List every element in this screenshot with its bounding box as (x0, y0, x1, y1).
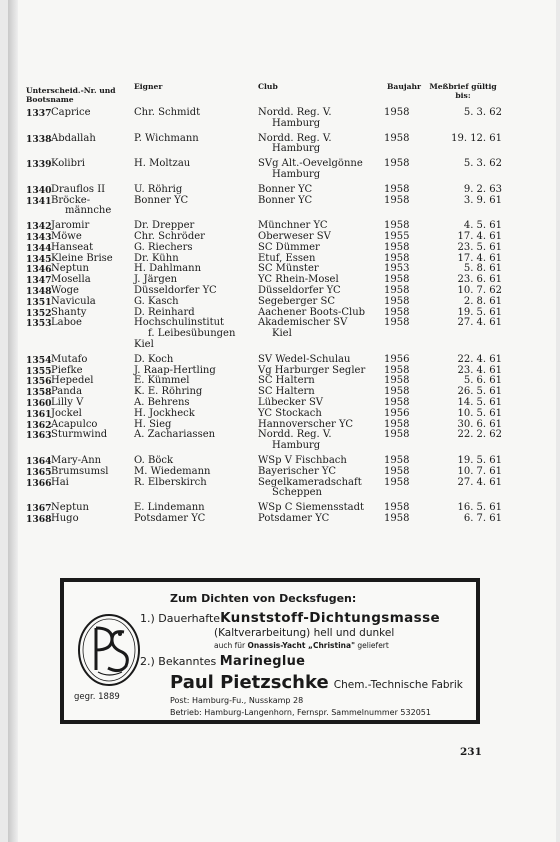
boat-name: Hanseat (51, 241, 94, 253)
owner-cell (134, 108, 258, 119)
boat-name: Woge (51, 285, 79, 296)
club-cell (258, 185, 390, 196)
founded-year: gegr. 1889 (74, 692, 120, 702)
owner-cell (134, 318, 258, 350)
certificate-valid-until: 5. 3. 62 (463, 158, 502, 170)
owner-name: P. Wichmann (134, 132, 199, 144)
sail-number: 1363 (26, 430, 52, 442)
table-row (8, 478, 556, 500)
club-name-line2: Hamburg (272, 117, 321, 129)
certificate-valid-until: 23. 6. 61 (457, 274, 502, 286)
club-name: WSp V Fischbach (258, 455, 347, 466)
owner-name: Bonner YC (134, 194, 189, 206)
sail-number: 1341 (26, 195, 52, 207)
certificate-valid-until: 19. 5. 61 (457, 455, 502, 466)
sail-number: 1344 (26, 242, 52, 254)
certificate-valid-until: 23. 4. 61 (457, 364, 502, 376)
table-row (8, 196, 556, 218)
boat-name: Kleine Brise (51, 252, 113, 264)
table-header (8, 81, 556, 105)
club-name: Vg Harburger Segler (258, 364, 366, 376)
club-name: Oberweser SV (258, 231, 331, 242)
owner-name-line2: f. Leibesübungen (148, 328, 236, 340)
owner-cell (134, 196, 258, 207)
club-cell (258, 134, 390, 156)
owner-name: A. Behrens (134, 397, 190, 408)
build-year: 1958 (384, 220, 410, 232)
table-row (8, 243, 556, 254)
build-year: 1958 (384, 158, 410, 170)
boat-name: Neptun (51, 502, 89, 514)
owner-name: E. Kümmel (134, 375, 190, 387)
club-cell (258, 409, 390, 420)
ad-item-1-prefix: Dauerhafte (158, 612, 221, 625)
club-cell (258, 430, 390, 452)
sail-number: 1362 (26, 419, 52, 431)
header-club: Club (258, 82, 278, 91)
sail-number: 1358 (26, 387, 52, 399)
certificate-valid-until: 27. 4. 61 (457, 476, 502, 488)
boat-name-cell (51, 467, 136, 478)
club-name: SC Münster (258, 263, 319, 275)
build-year: 1958 (384, 252, 410, 264)
certificate-valid-until: 5. 8. 61 (463, 263, 502, 275)
club-name: Bayerischer YC (258, 465, 336, 477)
sail-number: 1340 (26, 184, 52, 196)
owner-name: Chr. Schmidt (134, 107, 201, 118)
owner-name: D. Reinhard (134, 306, 195, 318)
boat-name-cell (51, 514, 136, 525)
owner-name: H. Sieg (134, 418, 172, 430)
club-name-line2: Scheppen (272, 487, 322, 499)
boat-name: Mary-Ann (51, 455, 102, 466)
boat-name: Caprice (51, 107, 91, 118)
owner-name: Dr. Kühn (134, 252, 179, 264)
certificate-valid-until: 10. 5. 61 (457, 407, 502, 419)
club-name: SC Haltern (258, 375, 315, 387)
boat-name: Piefke (51, 364, 83, 376)
club-name: Akademischer SV (258, 317, 348, 329)
table-row (8, 409, 556, 420)
club-name: SVg Alt.-Oevelgönne (258, 158, 363, 170)
sail-number: 1364 (26, 456, 52, 467)
table-row (8, 159, 556, 181)
boat-name: Hepedel (51, 375, 94, 387)
boat-name: Jockel (51, 407, 82, 419)
club-cell (258, 297, 390, 308)
certificate-valid-until: 9. 2. 63 (463, 183, 502, 195)
sail-number: 1345 (26, 253, 52, 265)
club-name: SC Dümmer (258, 241, 320, 253)
club-name: Lübecker SV (258, 397, 324, 408)
boat-name: Hugo (51, 513, 79, 524)
sail-number: 1356 (26, 376, 52, 388)
certificate-valid-until: 17. 4. 61 (457, 231, 502, 242)
certificate-valid-until: 3. 9. 61 (463, 194, 502, 206)
boat-name-cell (51, 430, 136, 441)
sail-number: 1339 (26, 159, 52, 171)
owner-name: H. Dahlmann (134, 263, 202, 275)
certificate-valid-until: 26. 5. 61 (457, 386, 502, 398)
build-year: 1958 (384, 364, 410, 376)
sail-number: 1347 (26, 275, 52, 287)
ad-note-yacht: Onassis-Yacht „Christina" (247, 641, 355, 650)
table-row (8, 355, 556, 366)
owner-cell (134, 467, 258, 478)
build-year: 1958 (384, 418, 410, 430)
certificate-valid-until: 14. 5. 61 (457, 397, 502, 408)
boat-name-cell (51, 355, 136, 366)
club-name: Münchner YC (258, 220, 328, 232)
owner-name: R. Elberskirch (134, 476, 207, 488)
certificate-valid-until: 5. 6. 61 (463, 375, 502, 387)
owner-name: D. Koch (134, 353, 174, 365)
certificate-valid-until: 27. 4. 61 (457, 317, 502, 329)
certificate-valid-until: 10. 7. 62 (457, 285, 502, 296)
boat-name-cell (51, 134, 136, 145)
ad-note-prefix: auch für (214, 641, 246, 650)
club-cell (258, 108, 390, 130)
owner-name: G. Riechers (134, 241, 193, 253)
club-name: Düsseldorfer YC (258, 285, 341, 296)
boat-name: Navicula (51, 295, 96, 307)
boat-name: Lilly V (51, 397, 84, 408)
build-year: 1958 (384, 375, 410, 387)
club-name: YC Stockach (258, 407, 322, 419)
boat-name-cell (51, 108, 136, 119)
ad-item-1-note (214, 641, 389, 650)
sail-number: 1343 (26, 232, 52, 243)
build-year: 1958 (384, 465, 410, 477)
table-row (8, 297, 556, 308)
club-name: Etuf, Essen (258, 252, 316, 264)
club-cell (258, 196, 390, 207)
table-row (8, 134, 556, 156)
club-name: Potsdamer YC (258, 513, 330, 524)
boat-name-cell (51, 318, 136, 329)
club-name: Nordd. Reg. V. (258, 107, 332, 118)
boat-name-cell (51, 409, 136, 420)
table-row (8, 185, 556, 196)
owner-cell (134, 355, 258, 366)
build-year: 1958 (384, 295, 410, 307)
boat-name: Sturmwind (51, 429, 108, 441)
owner-cell (134, 478, 258, 489)
build-year: 1958 (384, 285, 410, 296)
certificate-valid-until: 19. 12. 61 (451, 132, 502, 144)
build-year: 1958 (384, 455, 410, 466)
sail-number: 1346 (26, 264, 52, 276)
club-name: Bonner YC (258, 183, 313, 195)
ad-title: Zum Dichten von Decksfugen: (170, 592, 357, 605)
boat-name: Panda (51, 386, 83, 398)
sail-number: 1351 (26, 296, 52, 308)
owner-name: Hochschulinstitut (134, 317, 225, 329)
owner-name: U. Röhrig (134, 183, 183, 195)
boat-name-cell (51, 243, 136, 254)
sail-number: 1366 (26, 477, 52, 489)
club-name-line2: Hamburg (272, 143, 321, 155)
header-year: Baujahr (387, 82, 422, 91)
owner-name: M. Wiedemann (134, 465, 211, 477)
certificate-valid-until: 6. 7. 61 (463, 513, 502, 524)
certificate-valid-until: 10. 7. 61 (457, 465, 502, 477)
owner-name: Chr. Schröder (134, 231, 205, 242)
ad-item-1 (140, 610, 440, 626)
build-year: 1958 (384, 476, 410, 488)
build-year: 1958 (384, 241, 410, 253)
page-number: 231 (460, 746, 482, 758)
club-name-line2: Kiel (272, 328, 292, 340)
club-name-line2: Hamburg (272, 440, 321, 452)
club-name: YC Rhein-Mosel (258, 274, 339, 286)
club-name: Nordd. Reg. V. (258, 132, 332, 144)
build-year: 1958 (384, 502, 410, 514)
table-row (8, 108, 556, 130)
certificate-valid-until: 5. 3. 62 (463, 107, 502, 118)
sail-number: 1337 (26, 108, 52, 119)
table-row (8, 467, 556, 478)
boat-name: Neptun (51, 263, 89, 275)
build-year: 1958 (384, 107, 410, 118)
owner-cell (134, 159, 258, 170)
club-name-line2: Hamburg (272, 168, 321, 180)
ad-item-1-product: Kunststoff-Dichtungsmasse (220, 610, 441, 626)
certificate-valid-until: 19. 5. 61 (457, 306, 502, 318)
boat-name-cell (51, 478, 136, 489)
header-certificate: Meßbrief gültig bis: (429, 82, 497, 100)
owner-cell (134, 514, 258, 525)
boat-name: Kolibri (51, 158, 85, 170)
ad-company (170, 672, 463, 693)
boat-name: Abdallah (51, 132, 96, 144)
club-name: Nordd. Reg. V. (258, 429, 332, 441)
build-year: 1956 (384, 407, 410, 419)
owner-name: E. Lindemann (134, 502, 205, 514)
club-name: Hannoverscher YC (258, 418, 354, 430)
club-cell (258, 243, 390, 254)
company-post-address: Post: Hamburg-Fu., Nusskamp 28 (170, 696, 304, 705)
owner-name: Potsdamer YC (134, 513, 206, 524)
owner-cell (134, 185, 258, 196)
table-row (8, 514, 556, 525)
boat-name: Laboe (51, 317, 82, 329)
boat-name-continued: männche (65, 205, 112, 217)
build-year: 1958 (384, 386, 410, 398)
sail-number: 1355 (26, 365, 52, 377)
ad-note-suffix: geliefert (357, 641, 389, 650)
owner-name: Düsseldorfer YC (134, 285, 217, 296)
sail-number: 1353 (26, 318, 52, 330)
boat-name: Mosella (51, 274, 91, 286)
company-subtitle: Chem.-Technische Fabrik (333, 679, 463, 691)
sail-number: 1352 (26, 307, 52, 319)
owner-name-line3: Kiel (134, 338, 154, 350)
build-year: 1955 (384, 231, 410, 242)
sail-number: 1368 (26, 514, 52, 525)
owner-cell (134, 134, 258, 145)
boat-name: Shanty (51, 306, 87, 318)
club-name: SV Wedel-Schulau (258, 353, 351, 365)
owner-name: J. Järgen (134, 274, 178, 286)
header-nr-name: Unterscheid.-Nr. und Bootsname (26, 86, 116, 104)
build-year: 1958 (384, 132, 410, 144)
boat-name-cell (51, 196, 136, 218)
sail-number: 1365 (26, 466, 52, 478)
boat-name: Acapulco (51, 418, 98, 430)
owner-name: Dr. Drepper (134, 220, 195, 232)
owner-name: O. Böck (134, 455, 173, 466)
sail-number: 1360 (26, 398, 52, 409)
ad-item-1-detail: (Kaltverarbeitung) hell und dunkel (214, 627, 395, 639)
table-row (8, 430, 556, 452)
owner-cell (134, 430, 258, 441)
build-year: 1958 (384, 317, 410, 329)
certificate-valid-until: 22. 4. 61 (457, 353, 502, 365)
sail-number: 1348 (26, 286, 52, 297)
document-page (8, 0, 556, 842)
certificate-valid-until: 16. 5. 61 (457, 502, 502, 514)
owner-cell (134, 297, 258, 308)
club-name: WSp C Siemensstadt (258, 502, 365, 514)
sail-number: 1354 (26, 354, 52, 366)
build-year: 1958 (384, 194, 410, 206)
boat-name: Mutafo (51, 353, 88, 365)
build-year: 1958 (384, 274, 410, 286)
club-cell (258, 318, 390, 340)
boat-name-cell (51, 297, 136, 308)
owner-name: H. Jockheck (134, 407, 195, 419)
sail-number: 1338 (26, 133, 52, 145)
club-name: SC Haltern (258, 386, 315, 398)
club-name: Bonner YC (258, 194, 313, 206)
owner-cell (134, 409, 258, 420)
advertisement (60, 578, 480, 724)
ad-item-2-product: Marineglue (219, 654, 306, 669)
club-cell (258, 355, 390, 366)
sail-number: 1361 (26, 408, 52, 420)
boat-name: Brumsumsl (51, 465, 109, 477)
certificate-valid-until: 17. 4. 61 (457, 252, 502, 264)
ad-item-1-number: 1.) (140, 612, 155, 625)
table-row (8, 318, 556, 350)
certificate-valid-until: 23. 5. 61 (457, 241, 502, 253)
boat-name: Drauflos II (51, 183, 106, 195)
build-year: 1958 (384, 306, 410, 318)
ad-item-2-prefix: Bekanntes (158, 655, 217, 668)
club-cell (258, 159, 390, 181)
build-year: 1958 (384, 397, 410, 408)
owner-name: J. Raap-Hertling (134, 364, 216, 376)
build-year: 1958 (384, 183, 410, 195)
ad-item-2 (140, 654, 305, 669)
sail-number: 1342 (26, 221, 52, 233)
club-name: Segeberger SC (258, 295, 335, 307)
club-name: Segelkameradschaft (258, 476, 362, 488)
build-year: 1958 (384, 429, 410, 441)
boat-name: Möwe (51, 231, 82, 242)
owner-name: A. Zachariassen (134, 429, 216, 441)
certificate-valid-until: 2. 8. 61 (463, 295, 502, 307)
certificate-valid-until: 4. 5. 61 (463, 220, 502, 232)
boat-name-cell (51, 185, 136, 196)
club-name: Aachener Boots-Club (258, 306, 366, 318)
build-year: 1956 (384, 353, 410, 365)
sail-number: 1367 (26, 503, 52, 515)
owner-name: H. Moltzau (134, 158, 191, 170)
owner-name: G. Kasch (134, 295, 179, 307)
boat-name: Hai (51, 476, 69, 488)
build-year: 1953 (384, 263, 410, 275)
club-cell (258, 467, 390, 478)
club-cell (258, 514, 390, 525)
header-owner: Eigner (134, 82, 163, 91)
company-logo-icon (76, 612, 142, 688)
ad-item-2-number: 2.) (140, 655, 155, 668)
boat-name-cell (51, 159, 136, 170)
company-factory-address: Betrieb: Hamburg-Langenhorn, Fernspr. Sammelnummer 532051 (170, 708, 431, 717)
certificate-valid-until: 30. 6. 61 (457, 418, 502, 430)
certificate-valid-until: 22. 2. 62 (457, 429, 502, 441)
owner-name: K. E. Röhring (134, 386, 203, 398)
build-year: 1958 (384, 513, 410, 524)
owner-cell (134, 243, 258, 254)
club-cell (258, 478, 390, 500)
boat-name: Bröcke- (51, 194, 91, 206)
boat-name: Jaromir (51, 220, 90, 232)
company-name: Paul Pietzschke (170, 672, 329, 693)
